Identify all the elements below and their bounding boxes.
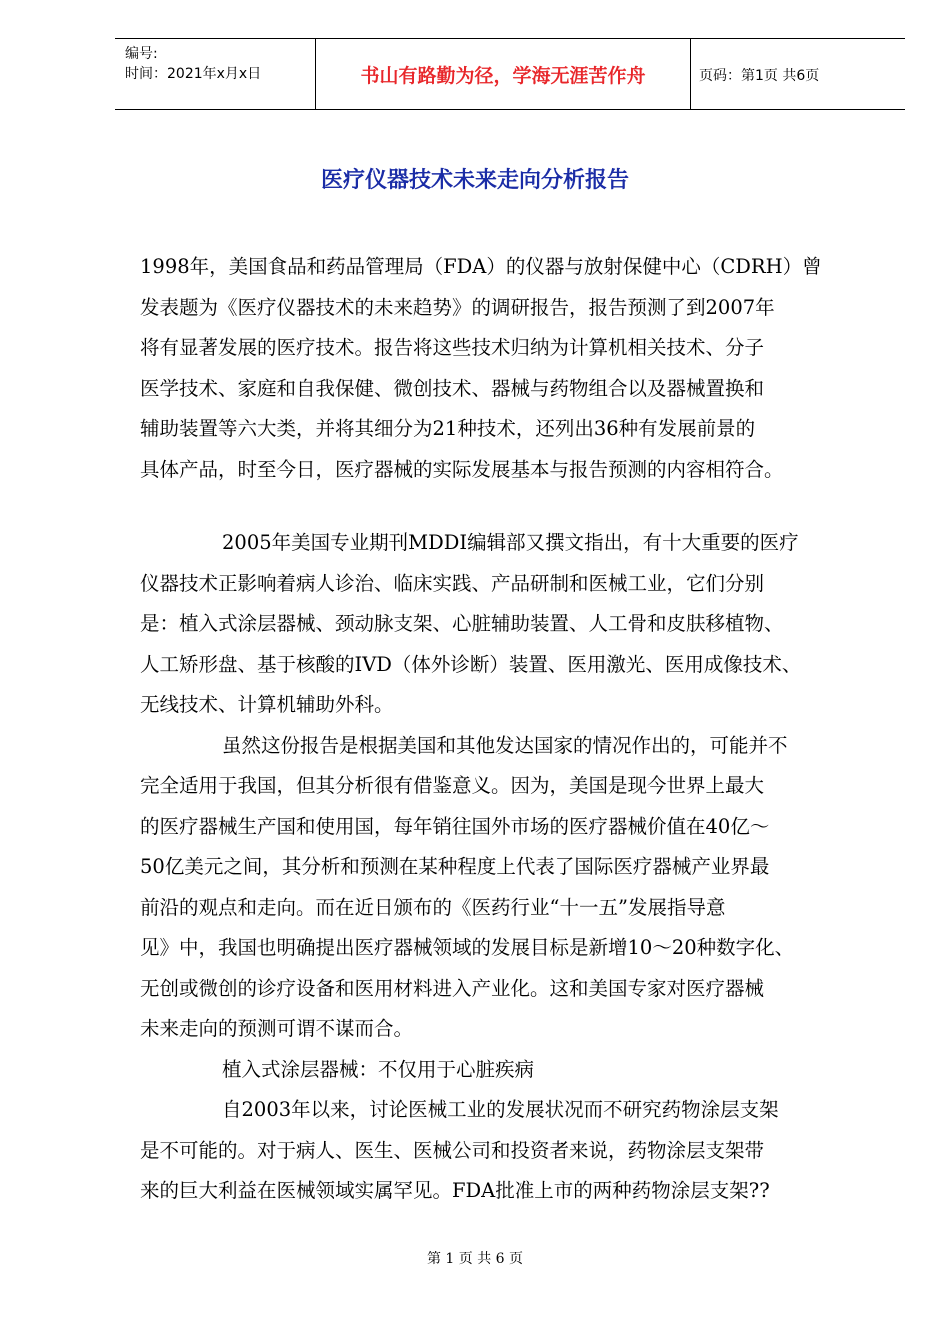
text-line: 具体产品，时至今日，医疗器械的实际发展基本与报告预测的内容相符合。	[140, 457, 784, 481]
paragraph-4	[140, 1090, 900, 1212]
time-label: 时间：2021年x月x日	[125, 66, 262, 82]
paragraph-spacer	[140, 490, 900, 523]
header-info-cell	[115, 39, 315, 109]
header-motto-cell	[315, 39, 691, 109]
header-page-cell	[691, 39, 905, 109]
text-line: 无创或微创的诊疗设备和医用材料进入产业化。这和美国专家对医疗器械	[140, 976, 765, 1000]
text-line: 植入式涂层器械：不仅用于心脏疾病	[222, 1057, 535, 1081]
section-heading	[140, 1050, 900, 1091]
paragraph-2	[140, 523, 900, 726]
document-body	[140, 247, 900, 1212]
text-line: 50亿美元之间，其分析和预测在某种程度上代表了国际医疗器械产业界最	[140, 855, 770, 878]
paragraph-3	[140, 726, 900, 1050]
text-line: 医学技术、家庭和自我保健、微创技术、器械与药物组合以及器械置换和	[140, 376, 765, 400]
text-line: 的医疗器械生产国和使用国，每年销往国外市场的医疗器械价值在40亿～	[140, 814, 770, 838]
document-title: 医疗仪器技术未来走向分析报告	[320, 168, 629, 193]
text-line: 自2003年以来，讨论医械工业的发展状况而不研究药物涂层支架	[222, 1098, 779, 1121]
text-line: 未来走向的预测可谓不谋而合。	[140, 1017, 414, 1040]
text-line: 辅助装置等六大类，并将其细分为21种技术，还列出36种有发展前景的	[140, 417, 756, 440]
text-line: 虽然这份报告是根据美国和其他发达国家的情况作出的，可能并不	[222, 733, 788, 757]
text-line: 将有显著发展的医疗技术。报告将这些技术归纳为计算机相关技术、分子	[140, 336, 765, 359]
text-line: 1998年，美国食品和药品管理局（FDA）的仪器与放射保健中心（CDRH）曾	[140, 255, 822, 278]
text-line: 是：植入式涂层器械、颈动脉支架、心脏辅助装置、人工骨和皮肤移植物、	[140, 612, 784, 635]
text-line: 见》中，我国也明确提出医疗器械领域的发展目标是新增10～20种数字化、	[140, 936, 795, 959]
text-line: 仪器技术正影响着病人诊治、临床实践、产品研制和医械工业，它们分别	[140, 571, 765, 595]
text-line: 是不可能的。对于病人、医生、医械公司和投资者来说，药物涂层支架带	[140, 1138, 765, 1162]
text-line: 发表题为《医疗仪器技术的未来趋势》的调研报告，报告预测了到2007年	[140, 295, 775, 319]
text-line: 无线技术、计算机辅助外科。	[140, 693, 394, 716]
number-label: 编号:	[125, 46, 158, 62]
text-line: 前沿的观点和走向。而在近日颁布的《医药行业“十一五”发展指导意	[140, 895, 726, 919]
text-line: 2005年美国专业期刊MDDI编辑部又撰文指出，有十大重要的医疗	[222, 531, 799, 554]
paragraph-1	[140, 247, 900, 490]
text-line: 完全适用于我国，但其分析很有借鉴意义。因为，美国是现今世界上最大	[140, 774, 765, 797]
page-header	[115, 38, 905, 110]
page-code: 页码：第1页 共6页	[699, 68, 820, 84]
motto-text: 书山有路勤为径，学海无涯苦作舟	[360, 65, 646, 87]
text-line: 来的巨大利益在医械领域实属罕见。FDA批准上市的两种药物涂层支架??	[140, 1179, 770, 1202]
text-line: 人工矫形盘、基于核酸的IVD（体外诊断）装置、医用激光、医用成像技术、	[140, 652, 802, 676]
page-footer: 第 1 页 共 6 页	[426, 1251, 524, 1267]
